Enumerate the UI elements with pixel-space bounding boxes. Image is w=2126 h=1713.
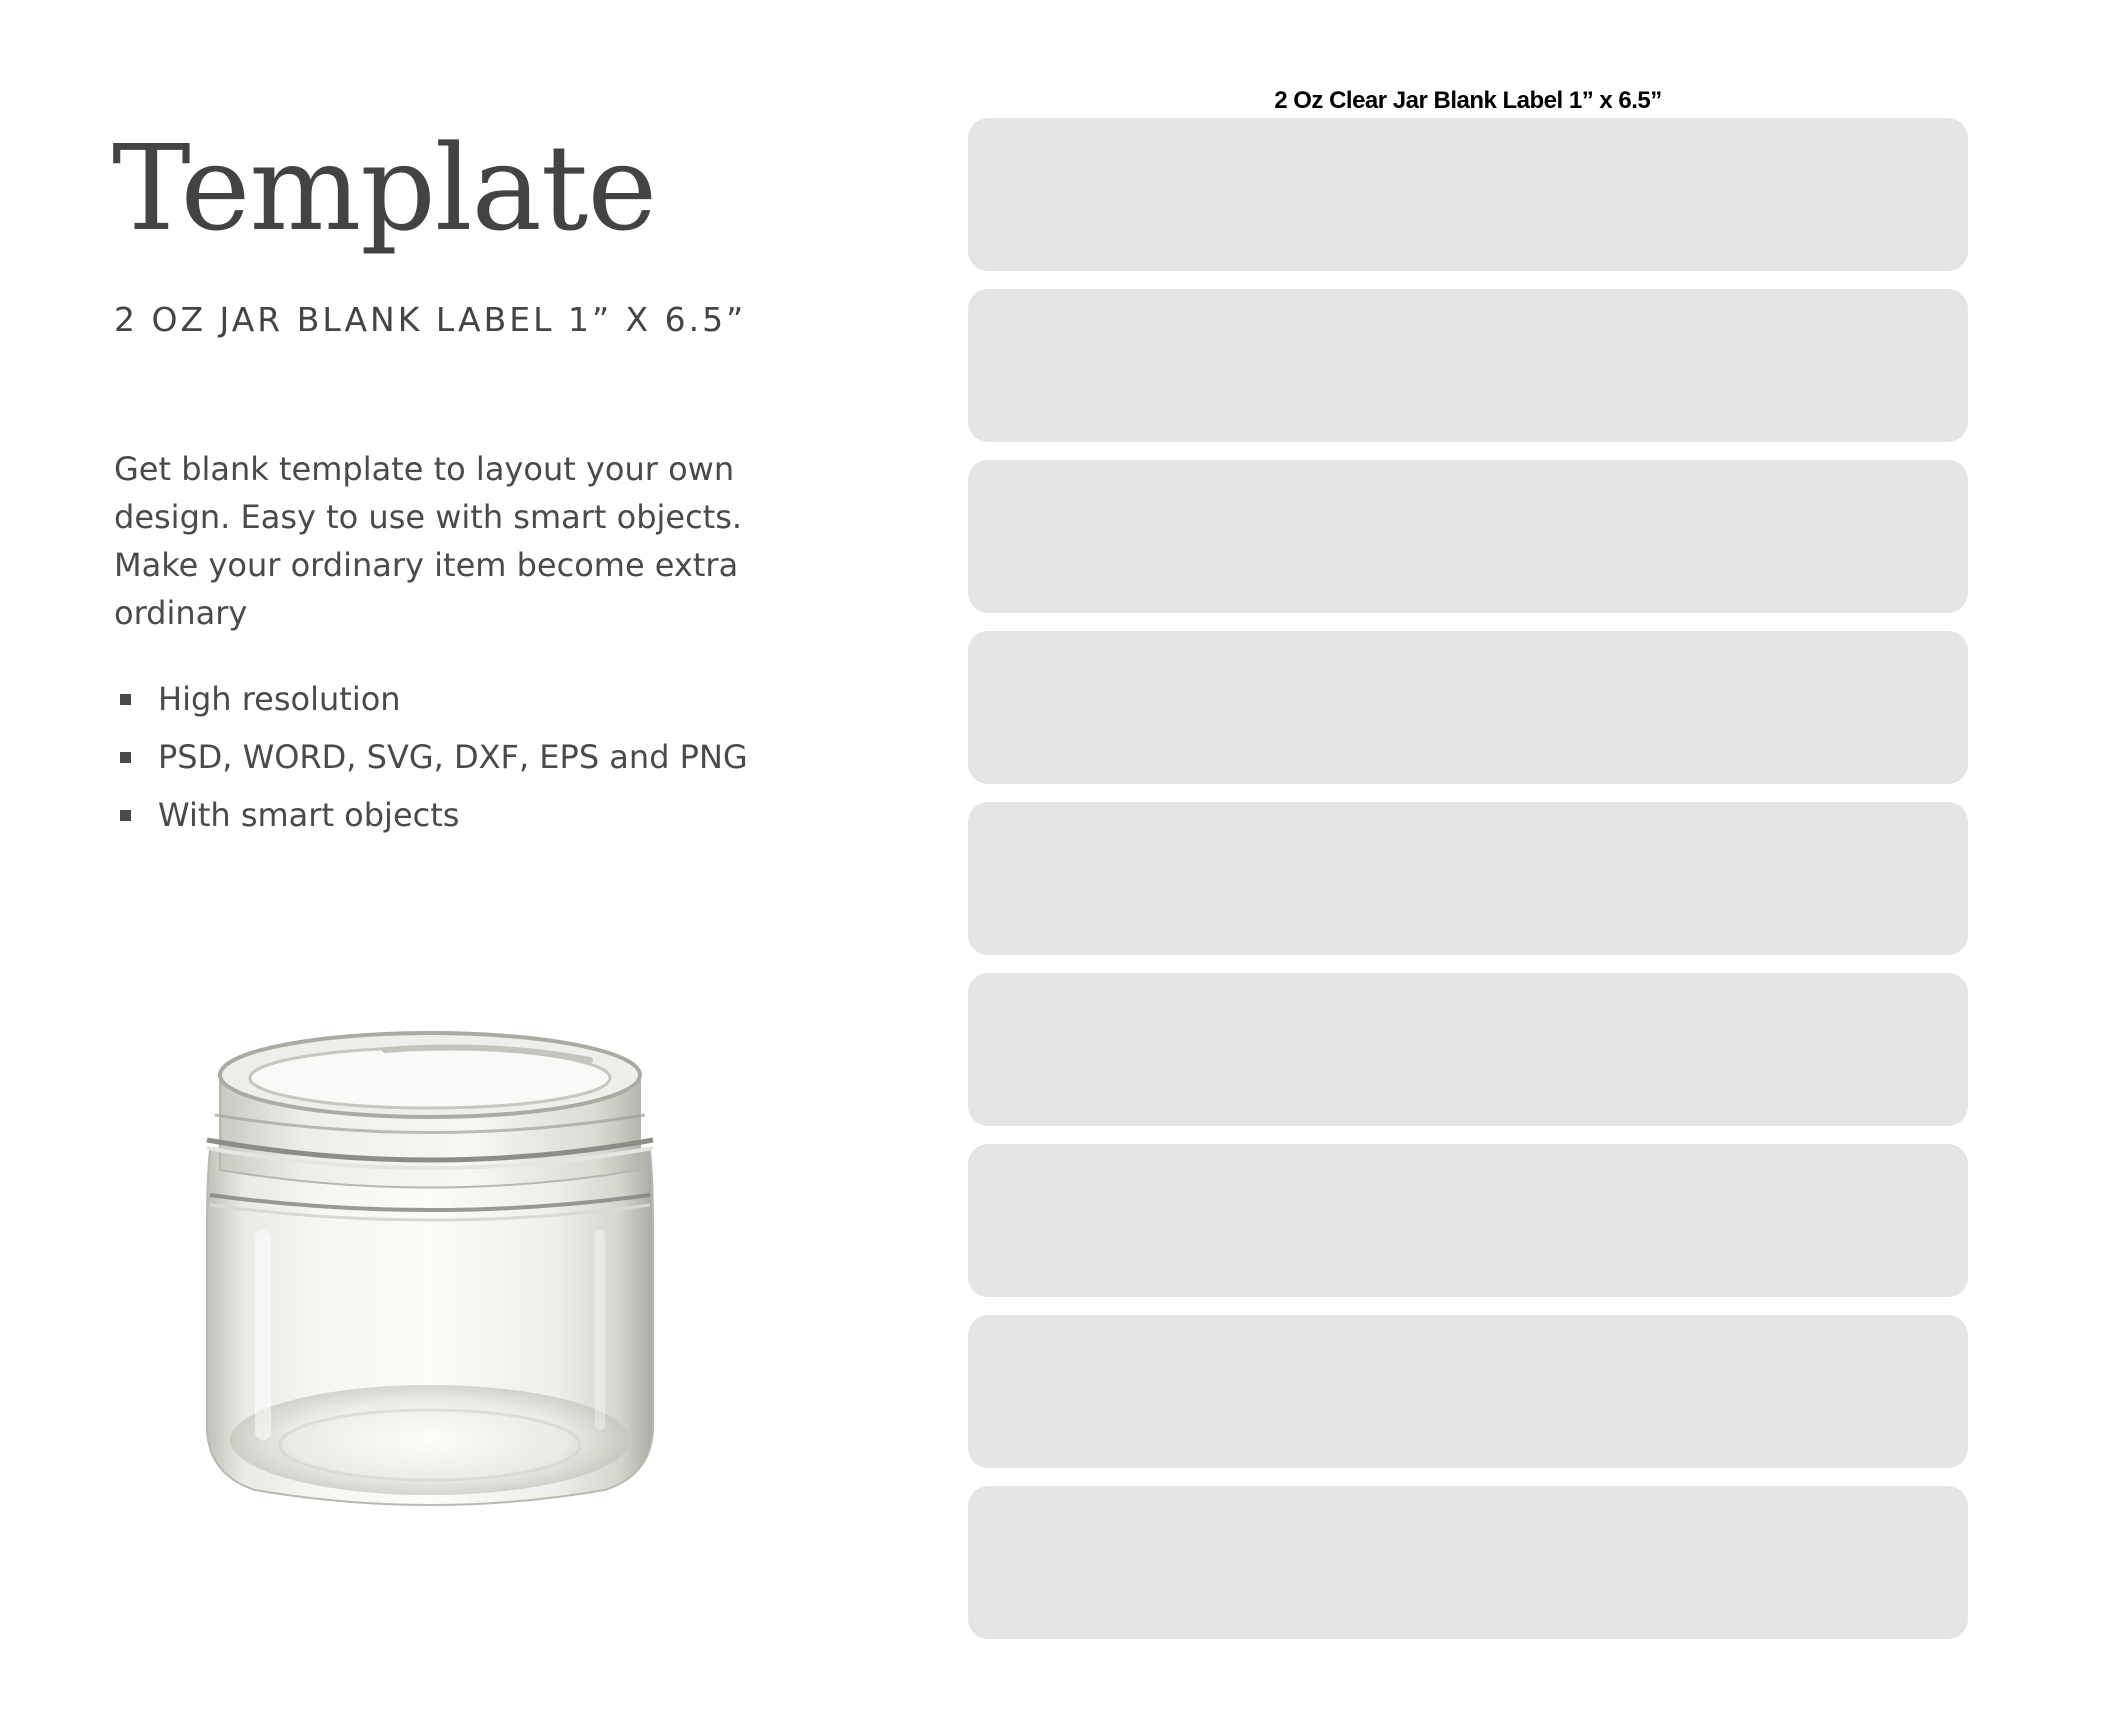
feature-text: PSD, WORD, SVG, DXF, EPS and PNG	[158, 738, 748, 776]
blank-label	[968, 973, 1968, 1126]
blank-label	[968, 289, 1968, 442]
blank-label	[968, 118, 1968, 271]
blank-label	[968, 1315, 1968, 1468]
feature-item	[114, 670, 748, 728]
blank-label	[968, 460, 1968, 613]
label-sheet-heading: 2 Oz Clear Jar Blank Label 1” x 6.5”	[1274, 87, 1662, 114]
square-bullet-icon	[120, 810, 131, 821]
blank-label	[968, 631, 1968, 784]
feature-item	[114, 786, 748, 844]
feature-text: High resolution	[158, 680, 401, 718]
blank-label	[968, 1486, 1968, 1639]
label-sheet	[968, 118, 1968, 1657]
product-subtitle: 2 OZ JAR BLANK LABEL 1” X 6.5”	[114, 300, 747, 339]
feature-item	[114, 728, 748, 786]
blank-label	[968, 1144, 1968, 1297]
blank-label	[968, 802, 1968, 955]
feature-list	[114, 670, 748, 844]
glass-jar-icon	[195, 1020, 665, 1520]
square-bullet-icon	[120, 694, 131, 705]
square-bullet-icon	[120, 752, 131, 763]
product-description: Get blank template to layout your own design. Easy to use with smart objects. Make your ordinary item become extra ordinary	[114, 450, 743, 632]
page-title: Template	[112, 119, 657, 257]
feature-text: With smart objects	[158, 796, 460, 834]
